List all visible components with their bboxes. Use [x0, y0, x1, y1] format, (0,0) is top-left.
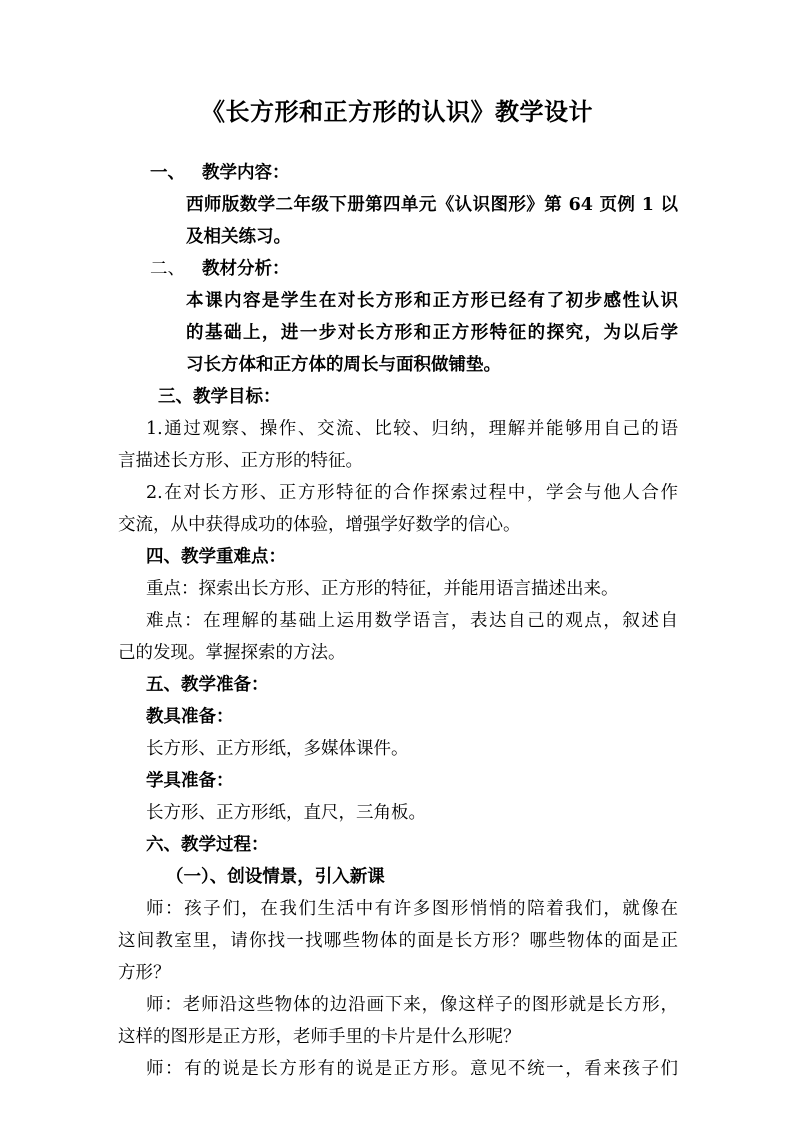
paragraph-line: 言描述长方形、正方形的特征。: [118, 451, 363, 471]
subheading: 教具准备：: [146, 707, 234, 727]
paragraph-line: 这间教室里，请你找一找哪些物体的面是长方形？哪些物体的面是正: [118, 931, 678, 951]
section-number: 一、: [150, 163, 185, 183]
section-heading-text: 教学内容：: [202, 163, 290, 183]
section-heading-2: [118, 253, 678, 285]
paragraph-line: 本课内容是学生在对长方形和正方形已经有了初步感性认识: [186, 291, 678, 311]
paragraph-line: 这样的图形是正方形，老师手里的卡片是什么形呢？: [118, 1027, 521, 1047]
subheading: （一）、创设情景，引入新课: [166, 867, 385, 887]
paragraph-line: 2.在对长方形、正方形特征的合作探索过程中，学会与他人合作: [146, 483, 678, 503]
paragraph-line: 1.通过观察、操作、交流、比较、归纳，理解并能够用自己的语: [146, 419, 678, 439]
section-heading-3: 三、教学目标：: [158, 387, 281, 407]
section-heading-1: [118, 157, 678, 189]
section-heading-text: 教材分析：: [202, 259, 290, 279]
paragraph-line: 难点：在理解的基础上运用数学语言，表达自己的观点，叙述自: [146, 611, 678, 631]
paragraph-line: 师：老师沿这些物体的边沿画下来，像这样子的图形就是长方形，: [146, 995, 678, 1015]
paragraph-line: 西师版数学二年级下册第四单元《认识图形》第 64 页例 1 以: [186, 195, 678, 215]
paragraph-line: 师：有的说是长方形有的说是正方形。意见不统一，看来孩子们: [146, 1059, 678, 1079]
paragraph-line: 及相关练习。: [186, 227, 291, 247]
subheading: 学具准备：: [146, 771, 234, 791]
paragraph-line: 长方形、正方形纸，多媒体课件。: [146, 739, 409, 759]
paragraph-line: 的基础上，进一步对长方形和正方形特征的探究，为以后学: [186, 323, 678, 343]
section-heading-4: 四、教学重难点：: [146, 547, 286, 567]
paragraph-line: 交流，从中获得成功的体验，增强学好数学的信心。: [118, 515, 521, 535]
paragraph-line: 长方形、正方形纸，直尺，三角板。: [146, 803, 426, 823]
document-body: [118, 157, 678, 1085]
paragraph-line: 师：孩子们，在我们生活中有许多图形悄悄的陪着我们，就像在: [146, 899, 678, 919]
paragraph-line: 重点：探索出长方形、正方形的特征，并能用语言描述出来。: [146, 579, 619, 599]
paragraph-line: 习长方体和正方体的周长与面积做铺垫。: [186, 355, 501, 375]
section-heading-6: 六、教学过程：: [146, 835, 269, 855]
paragraph-line: 己的发现。掌握探索的方法。: [118, 643, 346, 663]
section-heading-5: 五、教学准备：: [146, 675, 269, 695]
paragraph-line: 方形？: [118, 963, 171, 983]
section-number: 二、: [150, 259, 185, 279]
document-title: 《长方形和正方形的认识》教学设计: [201, 97, 593, 126]
